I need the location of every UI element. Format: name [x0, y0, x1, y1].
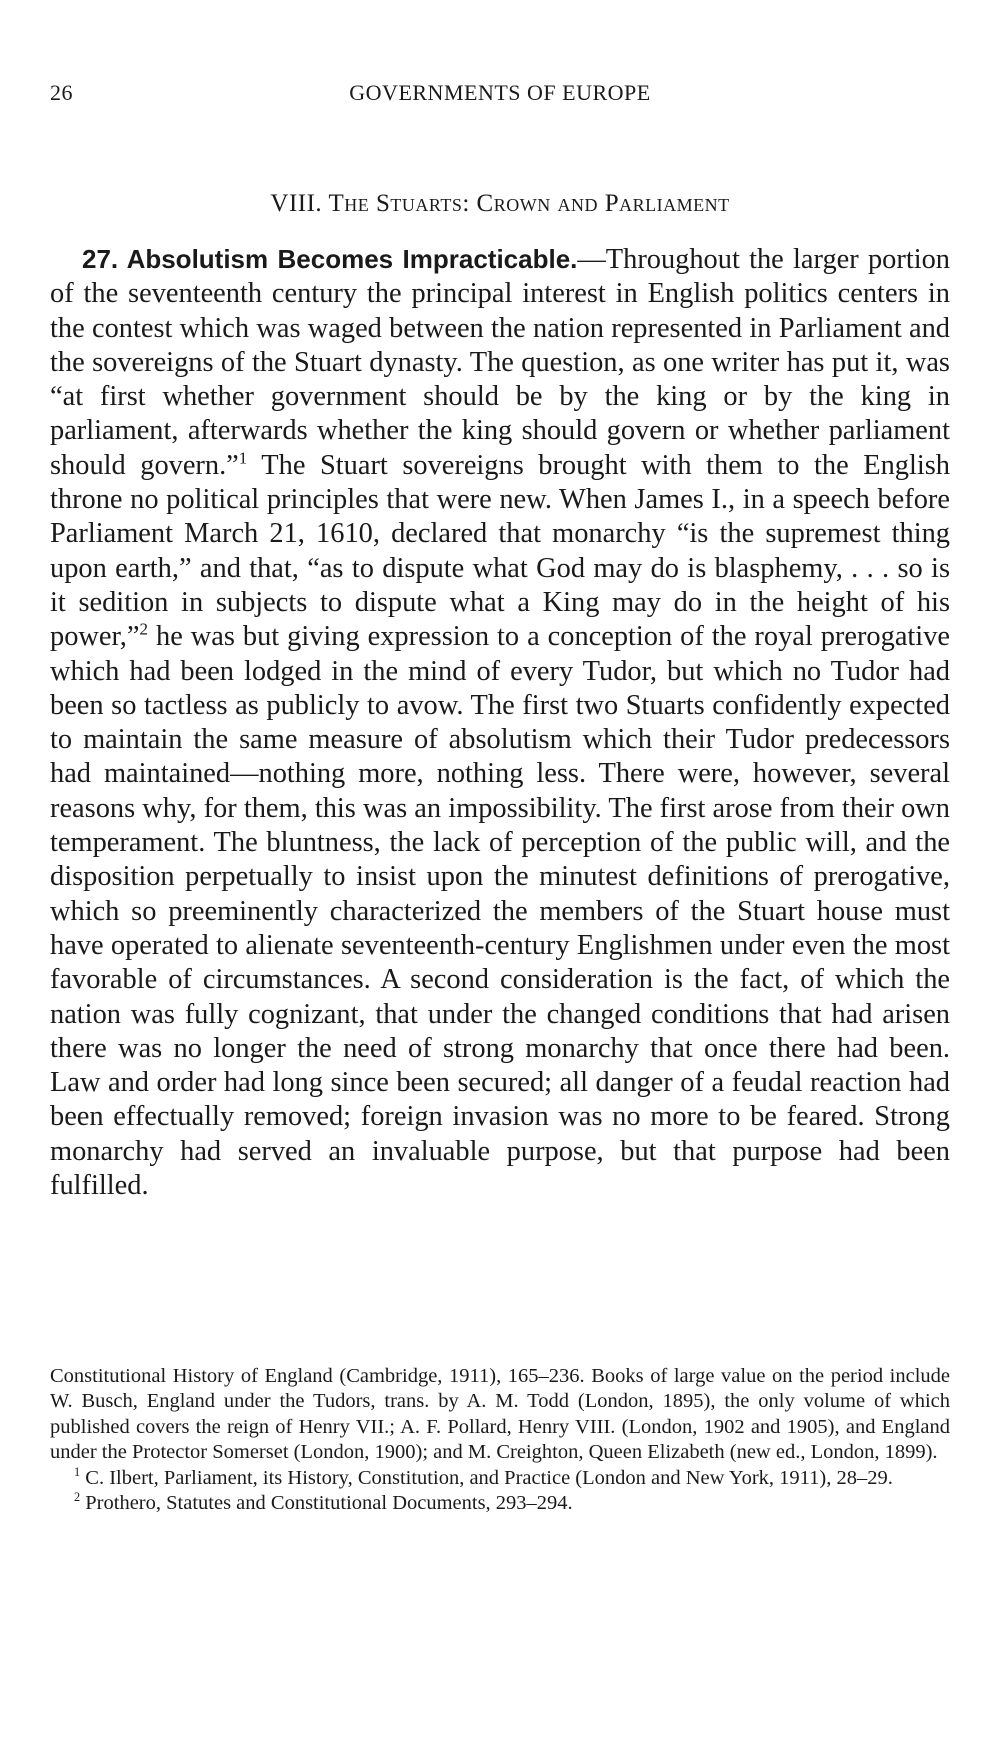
footnote-1-marker: 1 — [74, 1464, 81, 1479]
section-heading: VIII. The Stuarts: Crown and Parliament — [270, 190, 730, 217]
footnote-ref-1: 1 — [238, 448, 248, 468]
page-number: 26 — [50, 80, 73, 105]
paragraph-text-part-3: he was but giving expression to a conception of the royal prerogative which had been lodged in the mind of every Tudor, but which no Tudor had been so tactless as publicly to avow. The first two Stuarts confidently expected to maintain the same measure of absolutism which their Tudor predecessors had maintained—nothing more, nothing less. There were, however, several reasons why, for them, this was an impossibility. The first arose from their own temperament. The bluntness, the lack of perception of the public will, and the disposition perpetually to insist upon the minutest definitions of prerogative, which so preeminently characterized the members of the Stuart house must have operated to alienate seventeenth-century Englishmen under even the most favorable of circumstances. A second consideration is the fact, of which the nation was fully cognizant, that under the changed conditions that had arisen there was no longer the need of strong monarchy that once there had been. Law and order had long since been secured; all danger of a feudal reaction had been effectually removed; foreign invasion was no more to be feared. Strong monarchy had served an invaluable purpose, but that purpose had been fulfilled. — [50, 621, 950, 1202]
body-paragraph — [50, 242, 950, 1203]
book-page — [50, 0, 950, 1759]
footnote-1-text: C. Ilbert, Parliament, its History, Constitution, and Practice (London and New York, 1911), 28–29. — [80, 1466, 893, 1489]
footnote-1 — [50, 1466, 950, 1491]
footnote-2-marker: 2 — [74, 1490, 81, 1505]
footnote-continued: Constitutional History of England (Cambridge, 1911), 165–236. Books of large value on the period include W. Busch, England under the Tudors, trans. by A. M. Todd (London, 1895), the only volume of which published covers the reign of Henry VII.; A. F. Pollard, Henry VIII. (London, 1902 and 1905), and England under the Protector Somerset (London, 1900); and M. Creighton, Queen Elizabeth (new ed., London, 1899). — [50, 1365, 950, 1464]
footnotes — [50, 1364, 950, 1516]
footnote-2-text: Prothero, Statutes and Constitutional Documents, 293–294. — [80, 1492, 573, 1515]
footnote-ref-2: 2 — [139, 619, 149, 639]
running-head — [50, 80, 950, 114]
paragraph-text-part-2: The Stuart sovereigns brought with them to the English throne no political principles that were new. When James I., in a speech before Parliament March 21, 1610, declared that monarchy “is the supremest thing upon earth,” and that, “as to dispute what God may do is blasphemy, . . . so is it sedition in subjects to dispute what a King may do in the height of his power,” — [50, 449, 950, 653]
running-title: GOVERNMENTS OF EUROPE — [349, 80, 651, 105]
paragraph-text-part-1: —Throughout the larger portion of the seventeenth century the principal interest in English politics centers in the contest which was waged between the nation represented in Parliament and the sovereigns of the Stuart dynasty. The question, as one writer has put it, was “at first whether government should be by the king or by the king in parliament, afterwards whether the king should govern or whether parliament should govern.” — [50, 244, 950, 481]
footnote-2 — [50, 1491, 950, 1516]
paragraph-title: 27. Absolutism Becomes Impracticable. — [82, 244, 578, 274]
